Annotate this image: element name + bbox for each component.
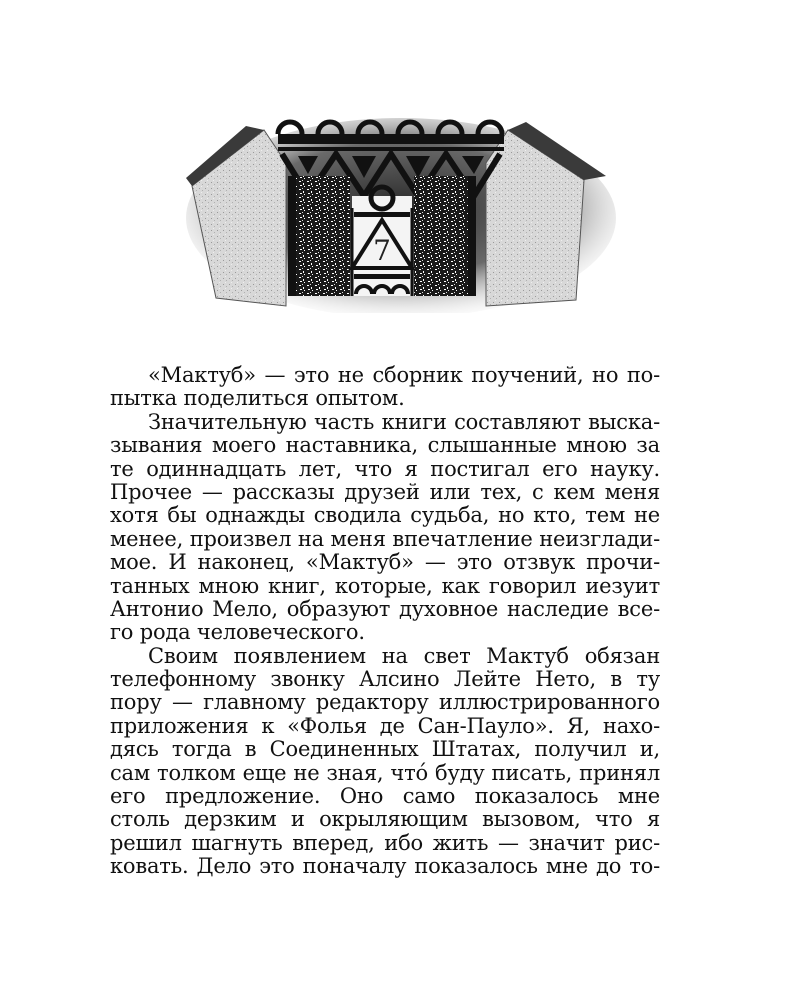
- top-band: [278, 134, 504, 144]
- text-line: Своим появлением на свет Мактуб обязан: [148, 643, 660, 668]
- paragraph: [110, 364, 660, 411]
- text-line: мое. И наконец, «Мактуб» — это отзвук прочи-: [110, 550, 660, 575]
- text-line: Антонио Мело, образуют духовное наследие все-: [110, 596, 660, 621]
- text-line: те одиннадцать лет, что я постигал его науку.: [110, 456, 660, 481]
- text-line: ковать. Дело это поначалу показалось мне до то-: [110, 854, 660, 879]
- text-line: хотя бы однажды сводила судьба, но кто, тем не: [110, 503, 660, 528]
- text-line: его предложение. Оно само показалось мне: [110, 784, 660, 809]
- left-slab: [192, 130, 286, 306]
- body-text: [110, 364, 660, 879]
- left-pillar: [288, 176, 350, 296]
- text-line: дясь тогда в Соединенных Штатах, получил и,: [110, 737, 660, 762]
- right-pillar: [414, 176, 476, 296]
- text-line: менее, произвел на меня впечатление неизглади-: [110, 526, 660, 551]
- chapter-ornament: [186, 108, 616, 313]
- text-line: столь дерзким и окрыляющим вызовом, что я: [110, 807, 660, 832]
- text-line: пору — главному редактору иллюстрированного: [110, 690, 660, 715]
- paragraph: [110, 645, 660, 879]
- chapter-number: 7: [373, 234, 391, 267]
- text-line: го рода человеческого.: [110, 620, 365, 645]
- text-line: сам толком еще не зная, что́ буду писать, принял: [110, 760, 660, 785]
- text-line: телефонному звонку Алсино Лейте Нето, в ту: [110, 667, 660, 692]
- text-line: приложения к «Фолья де Сан-Пауло». Я, нахо-: [110, 713, 660, 738]
- paragraph: [110, 411, 660, 645]
- text-line: зывания моего наставника, слышанные мною за: [110, 433, 660, 458]
- text-line: «Мактуб» — это не сборник поучений, но по-: [148, 363, 660, 387]
- text-line: решил шагнуть вперед, ибо жить — значит рис-: [110, 830, 660, 855]
- text-line: Значительную часть книги составляют выска-: [148, 409, 660, 434]
- text-line: пытка поделиться опытом.: [110, 386, 405, 411]
- text-line: Прочее — рассказы друзей или тех, с кем меня: [110, 479, 660, 504]
- text-line: танных мною книг, которые, как говорил иезуит: [110, 573, 660, 598]
